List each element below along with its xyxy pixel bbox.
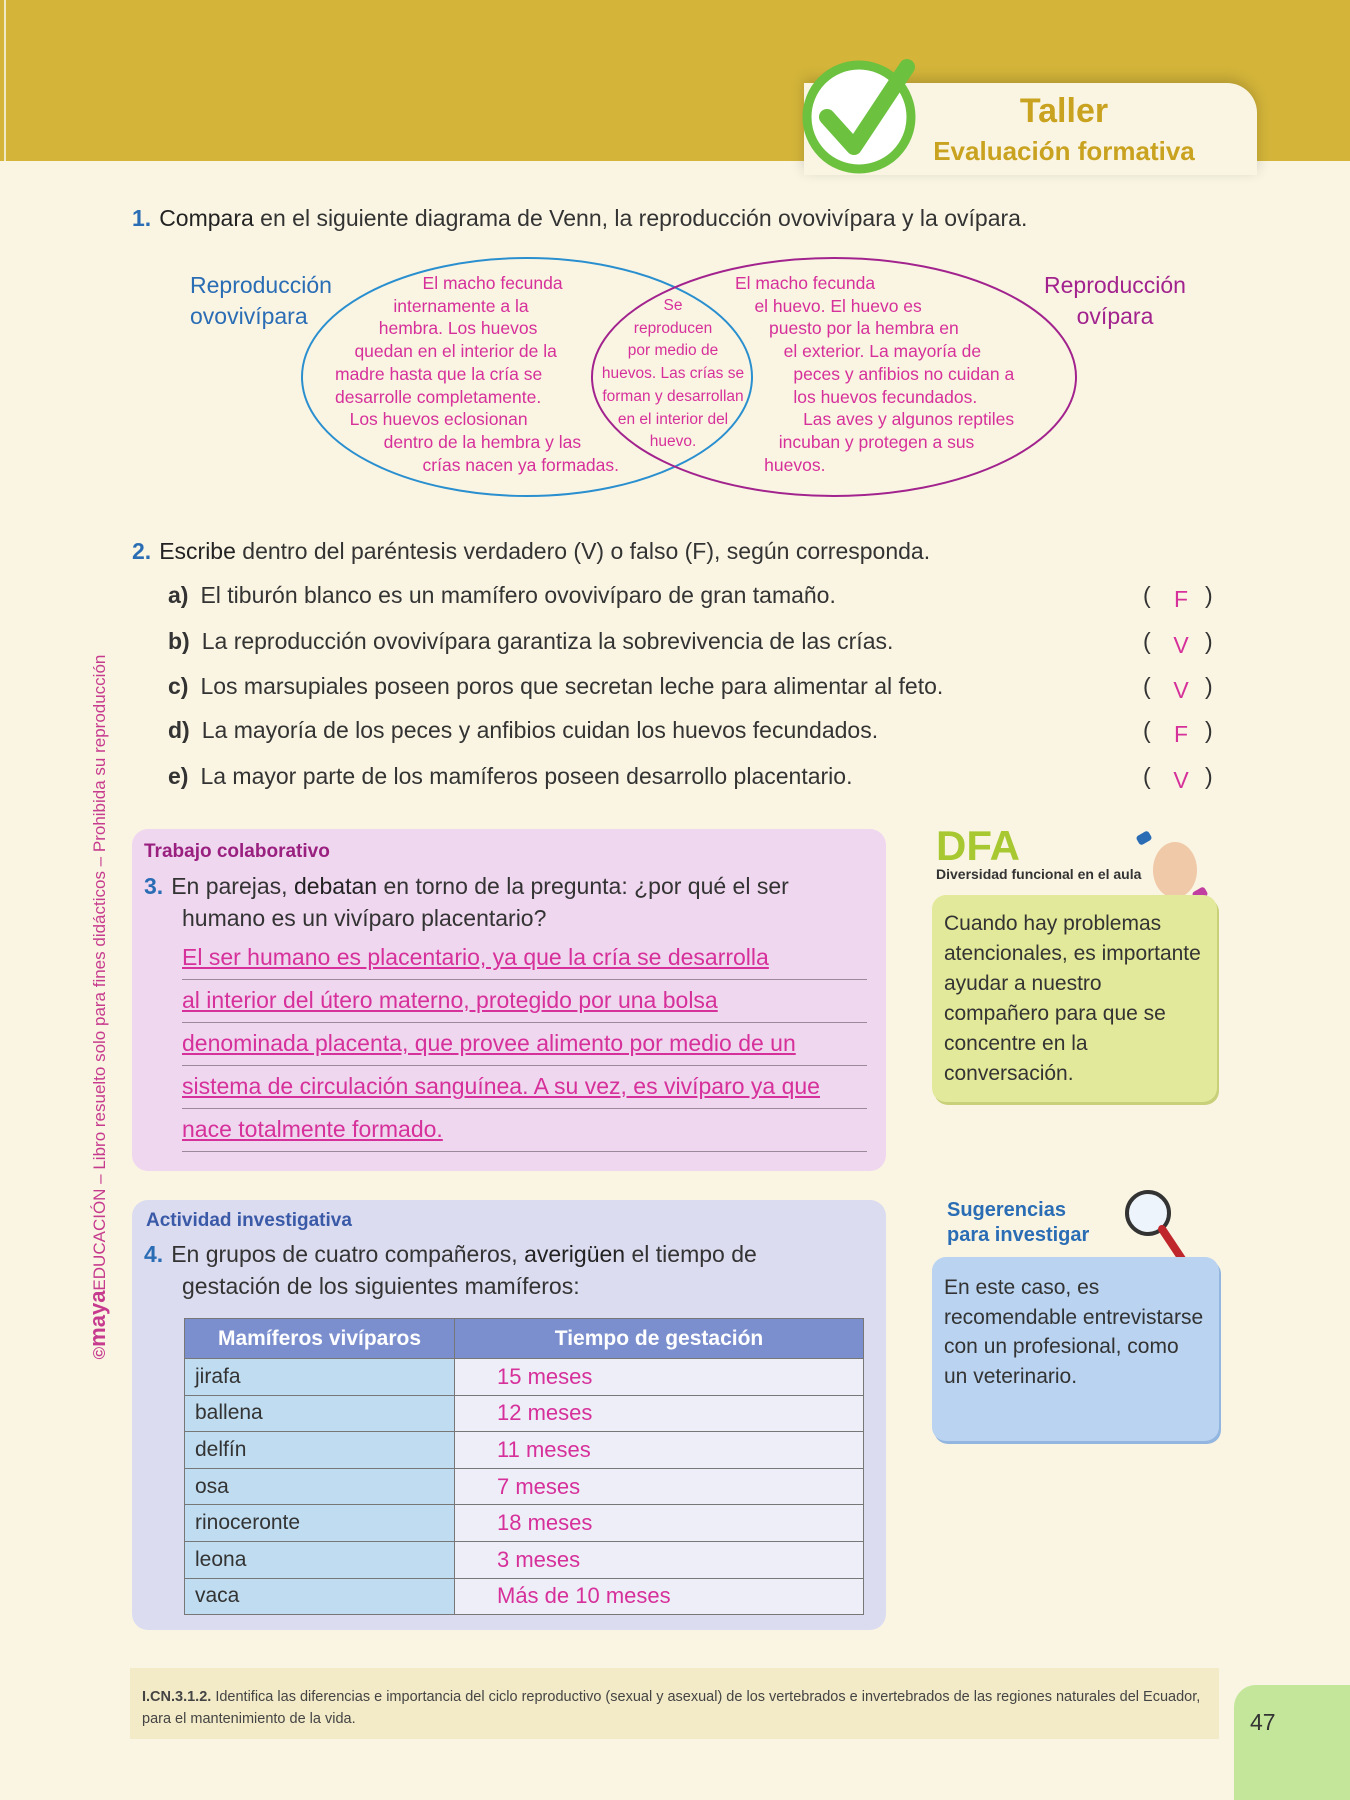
mammal-cell: ballena <box>185 1395 455 1432</box>
gestation-cell[interactable]: 11 meses <box>455 1432 864 1469</box>
venn-center-text: Se reproducen por medio de huevos. Las crías se forman y desarrollan en el interior del huevo. <box>601 297 745 451</box>
item-text: La mayoría de los peces y anfibios cuidan los huevos fecundados. <box>201 717 879 743</box>
section-label: Trabajo colaborativo <box>144 841 330 862</box>
question-text: En parejas, <box>171 873 294 899</box>
dfa-subtitle: Diversidad funcional en el aula <box>936 866 1142 882</box>
magnifier-icon <box>1118 1185 1190 1265</box>
question-text: gestación de los siguientes mamíferos: <box>182 1273 580 1299</box>
question-verb: averigüen <box>524 1241 626 1267</box>
side-copyright <box>85 655 111 1360</box>
table-row <box>185 1395 864 1432</box>
venn-label-left: Reproducción ovovivípara <box>190 272 332 329</box>
question-verb: Compara <box>159 205 254 231</box>
question-number: 1. <box>132 205 152 231</box>
question-text: en el siguiente diagrama de Venn, la reproducción ovovivípara y la ovípara. <box>253 205 1028 231</box>
question-text: en torno de la pregunta: ¿por qué el ser <box>377 873 789 899</box>
item-text: La reproducción ovovivípara garantiza la sobrevivencia de las crías. <box>201 628 894 654</box>
item-text: Los marsupiales poseen poros que secretan leche para alimentar al feto. <box>200 673 944 699</box>
table-row <box>185 1359 864 1396</box>
question-3 <box>144 870 789 934</box>
question-4 <box>144 1238 757 1302</box>
gestation-cell[interactable]: Más de 10 meses <box>455 1578 864 1615</box>
answer-line: nace totalmente formado. <box>182 1109 867 1152</box>
mammal-cell: rinoceronte <box>185 1505 455 1542</box>
mammal-cell: osa <box>185 1468 455 1505</box>
venn-right-text: El macho fecunda el huevo. El huevo es puesto por la hembra en el exterior. La mayoría de peces y anfibios no cuidan a los huevos fecundados. Las aves y algunos reptiles incuban y protegen a sus huevos. <box>735 273 1015 475</box>
dfa-logo: DFA <box>936 822 1020 869</box>
suggestions-box: En este caso, es recomendable entrevistarse con un profesional, como un veterinario. <box>932 1257 1219 1441</box>
true-false-item <box>168 717 878 744</box>
true-false-item <box>168 582 836 609</box>
column-header: Tiempo de gestación <box>455 1319 864 1359</box>
question-2 <box>132 538 930 565</box>
brand-logo: maya <box>85 1290 110 1347</box>
curriculum-indicator <box>130 1668 1219 1739</box>
question-number: 4. <box>144 1241 164 1267</box>
question-number: 2. <box>132 538 152 564</box>
open-paren: ( <box>1143 582 1151 608</box>
close-paren: ) <box>1205 582 1213 608</box>
mammal-cell: leona <box>185 1541 455 1578</box>
open-paren: ( <box>1143 717 1151 743</box>
table-row <box>185 1578 864 1615</box>
item-letter: b) <box>168 628 190 654</box>
mammal-cell: vaca <box>185 1578 455 1615</box>
close-paren: ) <box>1205 717 1213 743</box>
true-false-item <box>168 673 943 700</box>
answer-line: denominada placenta, que provee alimento por medio de un <box>182 1023 867 1066</box>
venn-label-right: Reproducción ovípara <box>1044 272 1186 329</box>
mammal-cell: delfín <box>185 1432 455 1469</box>
question-verb: debatan <box>293 873 378 899</box>
section-label: Actividad investigativa <box>146 1210 352 1231</box>
answer-field[interactable]: V <box>1173 767 1189 793</box>
gestation-table <box>184 1318 864 1615</box>
copyright-symbol: © <box>90 1346 109 1360</box>
answer-line: El ser humano es placentario, ya que la cría se desarrolla <box>182 937 867 980</box>
answer-field[interactable]: F <box>1173 586 1189 612</box>
item-text: El tiburón blanco es un mamífero ovovivíparo de gran tamaño. <box>200 582 836 608</box>
question-verb: Escribe <box>159 538 236 564</box>
indicator-text: Identifica las diferencias e importancia del ciclo reproductivo (sexual y asexual) de los vertebrados e invertebrados de las regiones naturales del Ecuador, para el mantenimiento de la vida. <box>142 1689 1201 1727</box>
open-paren: ( <box>1143 763 1151 789</box>
question-text: el tiempo de <box>625 1241 757 1267</box>
table-row <box>185 1432 864 1469</box>
answer-field[interactable]: V <box>1173 677 1189 703</box>
answer-field[interactable]: V <box>1173 632 1189 658</box>
table-row <box>185 1541 864 1578</box>
table-row <box>185 1505 864 1542</box>
open-paren: ( <box>1143 628 1151 654</box>
question-text: humano es un vivíparo placentario? <box>182 905 547 931</box>
mammal-cell: jirafa <box>185 1359 455 1396</box>
section-subtitle: Evaluación formativa <box>933 136 1195 166</box>
close-paren: ) <box>1205 763 1213 789</box>
item-letter: c) <box>168 673 189 699</box>
side-text: EDUCACIÓN – Libro resuelto solo para fines didácticos – Prohibida su reproducción <box>90 654 109 1291</box>
gestation-cell[interactable]: 15 meses <box>455 1359 864 1396</box>
answer-field[interactable]: F <box>1173 721 1189 747</box>
close-paren: ) <box>1205 628 1213 654</box>
page-number: 47 <box>1234 1685 1350 1800</box>
gestation-cell[interactable]: 18 meses <box>455 1505 864 1542</box>
section-title: Taller <box>1019 92 1109 130</box>
column-header: Mamíferos vivíparos <box>185 1319 455 1359</box>
gestation-cell[interactable]: 7 meses <box>455 1468 864 1505</box>
question-text: dentro del paréntesis verdadero (V) o falso (F), según corresponda. <box>235 538 931 564</box>
open-paren: ( <box>1143 673 1151 699</box>
item-letter: e) <box>168 763 189 789</box>
answer-line: sistema de circulación sanguínea. A su vez, es vivíparo ya que <box>182 1066 867 1109</box>
item-text: La mayor parte de los mamíferos poseen desarrollo placentario. <box>200 763 853 789</box>
suggestions-title: Sugerencias para investigar <box>947 1199 1090 1246</box>
dfa-box: Cuando hay problemas atencionales, es importante ayudar a nuestro compañero para que se concentre en la conversación. <box>932 895 1217 1102</box>
gestation-cell[interactable]: 12 meses <box>455 1395 864 1432</box>
close-paren: ) <box>1205 673 1213 699</box>
question-text: En grupos de cuatro compañeros, <box>171 1241 525 1267</box>
answer-line: al interior del útero materno, protegido por una bolsa <box>182 980 867 1023</box>
indicator-code: I.CN.3.1.2. <box>142 1689 212 1705</box>
item-letter: d) <box>168 717 190 743</box>
question-number: 3. <box>144 873 164 899</box>
true-false-item <box>168 763 852 790</box>
venn-left-text: El macho fecunda internamente a la hembra. Los huevos quedan en el interior de la madre hasta que la cría se desarrolle completamente. Los huevos eclosionan dentro de la hembra y las crías nacen ya formadas. <box>335 273 619 475</box>
true-false-item <box>168 628 893 655</box>
gestation-cell[interactable]: 3 meses <box>455 1541 864 1578</box>
table-row <box>185 1468 864 1505</box>
item-letter: a) <box>168 582 189 608</box>
